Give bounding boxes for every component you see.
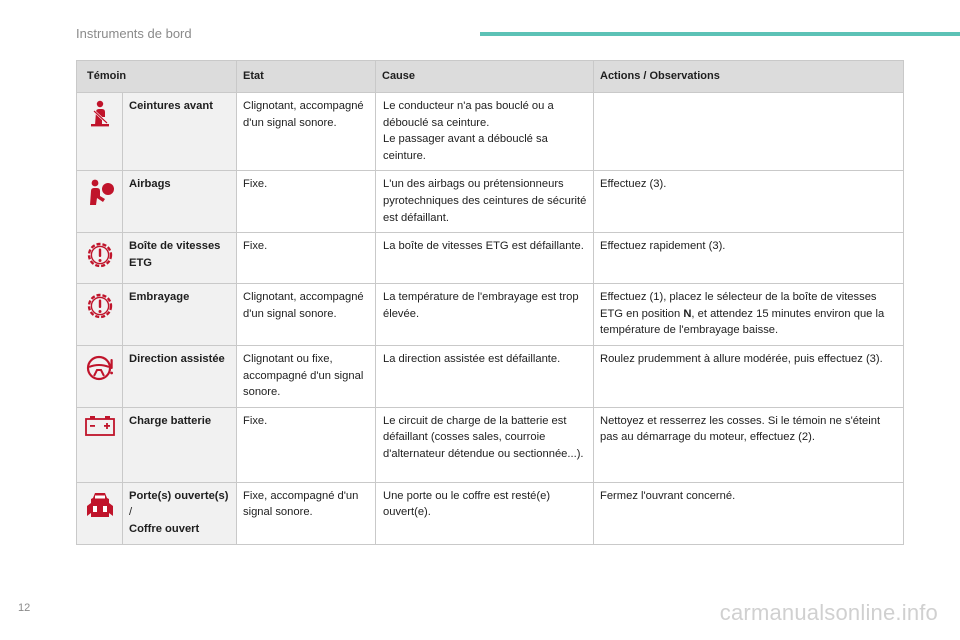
indicator-icon-cell — [77, 345, 123, 407]
table-row — [77, 407, 904, 482]
gearbox-warning-icon — [77, 239, 122, 271]
table-row — [77, 233, 904, 284]
section-title: Instruments de bord — [76, 26, 192, 41]
indicator-state: Clignotant, accompagné d'un signal sonore. — [237, 284, 376, 346]
indicator-name: Direction assistée — [123, 345, 237, 407]
indicator-cause: La direction assistée est défaillante. — [376, 345, 594, 407]
indicator-action — [594, 284, 904, 346]
indicator-action: Roulez prudemment à allure modérée, puis effectuez (3). — [594, 345, 904, 407]
airbag-icon — [77, 177, 122, 209]
header-cause: Cause — [376, 61, 594, 93]
table-row — [77, 171, 904, 233]
steering-warning-icon — [77, 352, 122, 384]
indicator-name: Boîte de vitesses ETG — [123, 233, 237, 284]
indicator-icon-cell — [77, 407, 123, 482]
action-text-start: Effectuez (1), placez le sélecteur de la boîte de vitesses ETG en position — [600, 291, 877, 320]
indicator-state: Clignotant ou fixe, accompagné d'un signal sonore. — [237, 345, 376, 407]
header-state: Etat — [237, 61, 376, 93]
door-open-icon — [77, 489, 122, 521]
indicator-cause: L'un des airbags ou prétensionneurs pyrotechniques des ceintures de sécurité est défaillant. — [376, 171, 594, 233]
table-row — [77, 482, 904, 544]
header-accent-bar — [480, 32, 960, 36]
gear-position: N — [683, 307, 692, 320]
indicator-cause: Le circuit de charge de la batterie est défaillant (cosses sales, courroie d'alternateur détendue ou sectionnée...). — [376, 407, 594, 482]
indicator-name: Airbags — [123, 171, 237, 233]
seatbelt-icon — [77, 99, 122, 129]
indicator-name: Charge batterie — [123, 407, 237, 482]
indicator-icon-cell — [77, 93, 123, 171]
indicator-action — [594, 93, 904, 171]
indicator-cause: La boîte de vitesses ETG est défaillante. — [376, 233, 594, 284]
indicator-icon-cell — [77, 284, 123, 346]
warning-lights-table — [76, 60, 904, 545]
indicator-name: Embrayage — [123, 284, 237, 346]
indicator-state: Fixe. — [237, 171, 376, 233]
clutch-warning-icon — [77, 290, 122, 322]
table-row — [77, 284, 904, 346]
trunk-label: Coffre ouvert — [129, 522, 200, 535]
indicator-icon-cell — [77, 233, 123, 284]
indicator-state: Fixe. — [237, 233, 376, 284]
indicator-action: Effectuez (3). — [594, 171, 904, 233]
action-text-end: , et attendez 15 minutes environ que la température de l'embrayage baisse. — [600, 307, 885, 337]
indicator-cause: Le conducteur n'a pas bouclé ou a débouclé sa ceinture. Le passager avant a débouclé sa ceinture. — [376, 93, 594, 171]
indicator-action: Nettoyez et resserrez les cosses. Si le témoin ne s'éteint pas au démarrage du moteur, effectuez (2). — [594, 407, 904, 482]
table-header-row — [77, 61, 904, 93]
watermark: carmanualsonline.info — [719, 600, 938, 625]
indicator-action: Fermez l'ouvrant concerné. — [594, 482, 904, 544]
indicator-cause: Une porte ou le coffre est resté(e) ouvert(e). — [376, 482, 594, 544]
battery-icon — [77, 414, 122, 438]
table-row — [77, 93, 904, 171]
table-row — [77, 345, 904, 407]
indicator-icon-cell — [77, 171, 123, 233]
indicator-action: Effectuez rapidement (3). — [594, 233, 904, 284]
indicator-state: Fixe, accompagné d'un signal sonore. — [237, 482, 376, 544]
door-label: Porte(s) ouverte(s) — [129, 489, 229, 502]
indicator-state: Fixe. — [237, 407, 376, 482]
indicator-name: Ceintures avant — [123, 93, 237, 171]
indicator-name — [123, 482, 237, 544]
page-number: 12 — [18, 602, 31, 614]
indicator-state: Clignotant, accompagné d'un signal sonore. — [237, 93, 376, 171]
indicator-icon-cell — [77, 482, 123, 544]
header-indicator: Témoin — [77, 61, 237, 93]
header-actions: Actions / Observations — [594, 61, 904, 93]
indicator-cause: La température de l'embrayage est trop élevée. — [376, 284, 594, 346]
name-separator: / — [129, 506, 133, 519]
